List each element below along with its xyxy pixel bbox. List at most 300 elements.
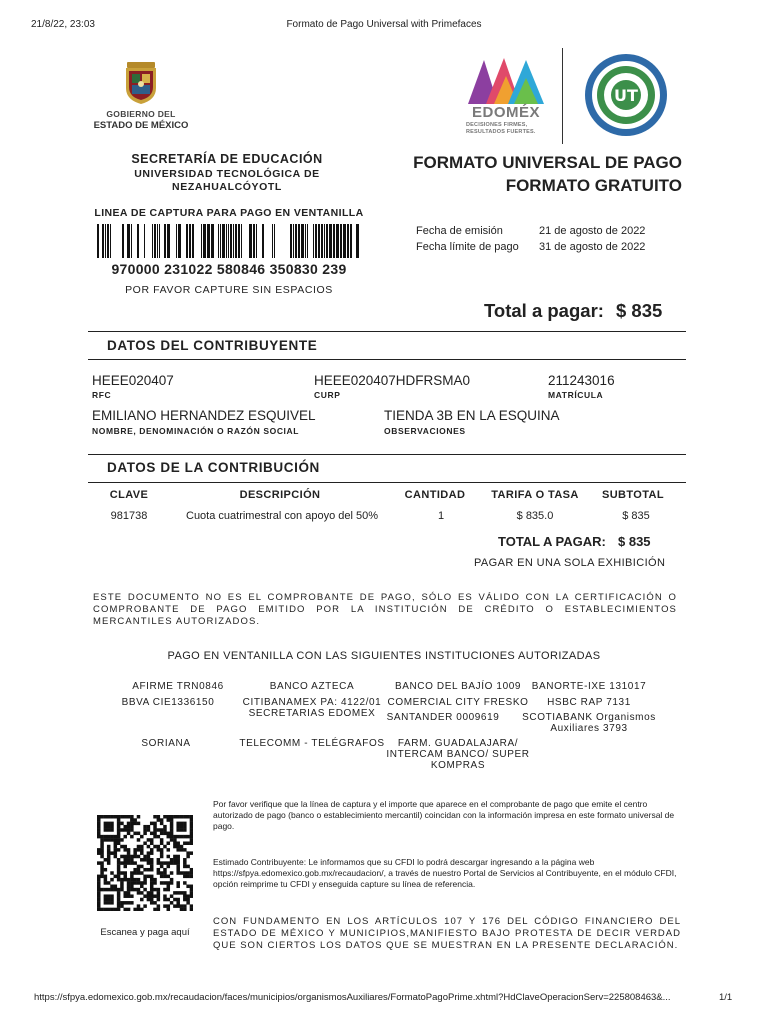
qr-module	[130, 855, 134, 859]
qr-module	[123, 861, 127, 865]
barcode-bar	[201, 224, 202, 258]
qr-module	[110, 885, 114, 889]
barcode-bar	[102, 224, 104, 258]
qr-module	[104, 888, 108, 892]
qr-module	[176, 901, 180, 905]
qr-module	[117, 865, 121, 869]
qr-module	[127, 822, 131, 826]
qr-module	[130, 822, 134, 826]
qr-module	[160, 822, 164, 826]
qr-module	[167, 904, 171, 908]
qr-module	[140, 848, 144, 852]
qr-module	[183, 865, 187, 869]
qr-module	[157, 815, 161, 819]
barcode-bar	[110, 224, 111, 258]
qr-module	[157, 888, 161, 892]
qr-module	[97, 881, 101, 885]
qr-module	[147, 868, 151, 872]
qr-module	[133, 822, 137, 826]
qr-module	[157, 894, 161, 898]
qr-module	[100, 851, 104, 855]
qr-module	[123, 815, 127, 819]
qr-module	[157, 835, 161, 839]
qr-module	[157, 858, 161, 862]
qr-module	[147, 828, 151, 832]
qr-module	[133, 908, 137, 911]
qr-module	[114, 875, 118, 879]
qr-module	[153, 832, 157, 836]
qr-module	[107, 822, 111, 826]
row-cantidad: 1	[437, 510, 445, 522]
qr-module	[97, 861, 101, 865]
barcode-bar	[230, 224, 232, 258]
qr-module	[114, 851, 118, 855]
qr-module	[100, 888, 104, 892]
qr-module	[163, 832, 167, 836]
qr-module	[114, 841, 118, 845]
qr-module	[157, 818, 161, 822]
barcode-bar	[290, 224, 292, 258]
qr-module	[157, 845, 161, 849]
limit-date-value: 31 de agosto de 2022	[539, 241, 646, 253]
qr-module	[137, 891, 141, 895]
qr-module	[180, 908, 184, 911]
qr-module	[150, 832, 154, 836]
qr-module	[173, 898, 177, 902]
qr-module	[137, 871, 141, 875]
col-header-descripcion: DESCRIPCIÓN	[239, 489, 321, 501]
qr-module	[163, 881, 167, 885]
barcode-bar	[144, 224, 145, 258]
qr-module	[180, 822, 184, 826]
qr-module	[153, 901, 157, 905]
qr-module	[104, 828, 108, 832]
qr-module	[114, 838, 118, 842]
qr-module	[173, 838, 177, 842]
barcode-bar	[340, 224, 342, 258]
qr-module	[114, 848, 118, 852]
barcode-bar	[131, 224, 132, 258]
bank-city-fresko: COMERCIAL CITY FRESKO	[387, 697, 529, 708]
barcode-bar	[336, 224, 339, 258]
qr-module	[130, 871, 134, 875]
barcode-bar	[159, 224, 160, 258]
qr-module	[167, 861, 171, 865]
qr-module	[123, 858, 127, 862]
qr-module	[150, 865, 154, 869]
qr-module	[117, 818, 121, 822]
qr-module	[137, 868, 141, 872]
ut-university-seal	[584, 53, 668, 137]
qr-module	[97, 818, 101, 822]
qr-module	[147, 898, 151, 902]
qr-module	[100, 835, 104, 839]
qr-module	[153, 825, 157, 829]
qr-module	[114, 855, 118, 859]
qr-module	[107, 828, 111, 832]
qr-module	[157, 868, 161, 872]
qr-module	[110, 908, 114, 911]
qr-module	[163, 898, 167, 902]
qr-module	[107, 845, 111, 849]
qr-module	[190, 841, 193, 845]
qr-module	[150, 888, 154, 892]
qr-module	[167, 865, 171, 869]
qr-module	[127, 848, 131, 852]
qr-module	[140, 835, 144, 839]
barcode-bar	[226, 224, 227, 258]
qr-module	[170, 832, 174, 836]
note-legal-declaration: CON FUNDAMENTO EN LOS ARTÍCULOS 107 Y 176 DEL CÓDIGO FINANCIERO DEL ESTADO DE MÉXICO Y MUNICIPIOS,MANIFIESTO BAJO PROTESTA DE DECIR VERDAD QUE SON CIERTOS LOS DATOS QUE SE MUESTRAN EN LA PRESENTE DECLARACIÓN.	[213, 916, 681, 951]
qr-module	[190, 815, 193, 819]
qr-module	[117, 832, 121, 836]
qr-module	[167, 832, 171, 836]
barcode-bar	[313, 224, 314, 258]
qr-module	[163, 868, 167, 872]
print-page-title: Formato de Pago Universal with Primefaces	[286, 19, 482, 30]
qr-module	[183, 835, 187, 839]
qr-module	[183, 908, 187, 911]
qr-module	[114, 888, 118, 892]
col-header-clave: CLAVE	[109, 489, 149, 501]
observaciones-label: OBSERVACIONES	[384, 426, 466, 436]
qr-module	[97, 815, 101, 819]
qr-module	[176, 861, 180, 865]
logo-divider	[562, 48, 563, 144]
qr-module	[127, 832, 131, 836]
qr-module	[104, 901, 108, 905]
qr-module	[150, 901, 154, 905]
row-tarifa: $ 835.0	[516, 510, 554, 522]
qr-module	[97, 875, 101, 879]
qr-module	[110, 871, 114, 875]
barcode-bar	[228, 224, 229, 258]
qr-module	[123, 835, 127, 839]
qr-module	[104, 838, 108, 842]
qr-module	[143, 832, 147, 836]
qr-module	[107, 851, 111, 855]
qr-caption: Escanea y paga aquí	[100, 927, 190, 938]
barcode-bar	[256, 224, 257, 258]
qr-module	[100, 871, 104, 875]
row-descripcion: Cuota cuatrimestral con apoyo del 50%	[186, 510, 378, 522]
qr-module	[107, 835, 111, 839]
note-cfdi: Estimado Contribuyente: Le informamos que su CFDI lo podrá descargar ingresando a la página web https://sfpya.edomexico.gob.mx/recaudacion/, a través de nuestro Portal de Servicios al Contribuyente, en el módulo CFDI, opción reimprime tu CFDI y enseguida capture su línea de referencia.	[213, 857, 677, 889]
qr-module	[114, 885, 118, 889]
qr-module	[100, 841, 104, 845]
qr-module	[150, 898, 154, 902]
qr-module	[127, 828, 131, 832]
qr-module	[133, 851, 137, 855]
qr-module	[97, 832, 101, 836]
qr-module	[114, 815, 118, 819]
qr-module	[150, 875, 154, 879]
qr-module	[110, 828, 114, 832]
observaciones-value: TIENDA 3B EN LA ESQUINA	[384, 408, 560, 423]
contribucion-total-value: $ 835	[618, 534, 651, 549]
qr-module	[120, 845, 124, 849]
qr-module	[130, 881, 134, 885]
qr-module	[153, 881, 157, 885]
qr-module	[107, 888, 111, 892]
disclaimer-text: ESTE DOCUMENTO NO ES EL COMPROBANTE DE PAGO, SÓLO ES VÁLIDO CON LA CERTIFICACIÓN O COMPROBANTE DE PAGO EMITIDO POR LA INSTITUCIÓN DE CRÉDITO O ESTABLECIMIENTOS MERCANTILES AUTORIZADOS.	[93, 592, 677, 627]
qr-module	[173, 845, 177, 849]
qr-module	[107, 825, 111, 829]
barcode-bar	[326, 224, 328, 258]
capture-number: 970000 231022 580846 350830 239	[111, 261, 347, 277]
qr-module	[97, 908, 101, 911]
payment-qr-code[interactable]	[97, 815, 193, 911]
qr-module	[117, 908, 121, 911]
exhibicion-note: PAGAR EN UNA SOLA EXHIBICIÓN	[474, 557, 666, 569]
bank-bajio: BANCO DEL BAJÍO 1009	[394, 681, 522, 692]
curp-value: HEEE020407HDFRSMA0	[314, 373, 471, 388]
qr-module	[186, 855, 190, 859]
rfc-value: HEEE020407	[92, 373, 174, 388]
qr-module	[117, 901, 121, 905]
qr-module	[157, 871, 161, 875]
qr-module	[150, 838, 154, 842]
barcode-bar	[301, 224, 304, 258]
qr-module	[104, 822, 108, 826]
qr-module	[137, 822, 141, 826]
qr-module	[176, 815, 180, 819]
emission-date-label: Fecha de emisión	[416, 225, 503, 237]
qr-module	[186, 865, 190, 869]
barcode-bar	[233, 224, 234, 258]
bank-azteca: BANCO AZTECA	[269, 681, 355, 692]
qr-module	[163, 888, 167, 892]
qr-module	[150, 822, 154, 826]
qr-module	[97, 825, 101, 829]
barcode-bar	[347, 224, 349, 258]
qr-module	[117, 868, 121, 872]
barcode-bar	[167, 224, 170, 258]
gov-logo-line1: GOBIERNO DEL	[106, 109, 176, 119]
qr-module	[157, 908, 161, 911]
qr-module	[127, 878, 131, 882]
barcode-bar	[235, 224, 237, 258]
barcode-bar	[238, 224, 240, 258]
qr-module	[157, 904, 161, 908]
qr-module	[160, 832, 164, 836]
qr-module	[150, 878, 154, 882]
barcode-bar	[298, 224, 300, 258]
qr-module	[157, 828, 161, 832]
qr-module	[137, 904, 141, 908]
qr-module	[176, 904, 180, 908]
qr-module	[133, 881, 137, 885]
qr-module	[110, 888, 114, 892]
qr-module	[133, 861, 137, 865]
qr-module	[120, 822, 124, 826]
qr-module	[183, 881, 187, 885]
bank-soriana: SORIANA	[141, 738, 191, 749]
qr-module	[150, 841, 154, 845]
qr-module	[130, 825, 134, 829]
qr-module	[167, 898, 171, 902]
qr-module	[150, 881, 154, 885]
qr-module	[170, 825, 174, 829]
qr-module	[100, 848, 104, 852]
rfc-label: RFC	[92, 390, 112, 400]
qr-module	[143, 868, 147, 872]
barcode-bar	[253, 224, 255, 258]
barcode-bar	[105, 224, 106, 258]
qr-module	[120, 828, 124, 832]
qr-module	[107, 855, 111, 859]
qr-module	[147, 894, 151, 898]
qr-module	[173, 891, 177, 895]
qr-module	[97, 891, 101, 895]
barcode-bar	[152, 224, 153, 258]
capture-note: POR FAVOR CAPTURE SIN ESPACIOS	[125, 284, 333, 296]
qr-module	[167, 835, 171, 839]
qr-module	[127, 858, 131, 862]
qr-module	[183, 891, 187, 895]
qr-module	[153, 822, 157, 826]
qr-module	[160, 855, 164, 859]
qr-module	[190, 894, 193, 898]
qr-module	[100, 861, 104, 865]
qr-module	[127, 851, 131, 855]
qr-module	[133, 878, 137, 882]
qr-module	[150, 868, 154, 872]
qr-module	[137, 815, 141, 819]
bank-bbva: BBVA CIE1336150	[121, 697, 215, 708]
qr-module	[137, 832, 141, 836]
qr-module	[133, 818, 137, 822]
barcode-bar	[318, 224, 320, 258]
qr-module	[130, 894, 134, 898]
qr-module	[117, 888, 121, 892]
qr-module	[176, 871, 180, 875]
qr-module	[104, 875, 108, 879]
qr-module	[143, 825, 147, 829]
qr-module	[143, 881, 147, 885]
qr-module	[123, 878, 127, 882]
qr-module	[180, 825, 184, 829]
qr-module	[110, 825, 114, 829]
qr-module	[170, 822, 174, 826]
qr-module	[173, 835, 177, 839]
qr-module	[190, 875, 193, 879]
qr-module	[97, 898, 101, 902]
qr-module	[183, 825, 187, 829]
barcode-bar	[189, 224, 191, 258]
barcode-bar	[222, 224, 225, 258]
university-line2: NEZAHUALCÓYOTL	[172, 181, 282, 193]
barcode-bar	[343, 224, 346, 258]
qr-module	[167, 888, 171, 892]
qr-module	[107, 908, 111, 911]
qr-module	[143, 888, 147, 892]
qr-module	[130, 875, 134, 879]
qr-module	[123, 845, 127, 849]
qr-module	[117, 838, 121, 842]
total-label: Total a pagar:	[484, 300, 604, 321]
qr-module	[127, 825, 131, 829]
barcode-bar	[356, 224, 359, 258]
qr-module	[153, 908, 157, 911]
qr-module	[160, 865, 164, 869]
qr-module	[117, 871, 121, 875]
row-clave: 981738	[110, 510, 148, 522]
qr-module	[97, 848, 101, 852]
qr-module	[110, 894, 114, 898]
qr-module	[120, 904, 124, 908]
qr-module	[123, 855, 127, 859]
row-subtotal: $ 835	[622, 510, 650, 522]
qr-module	[133, 855, 137, 859]
qr-module	[176, 825, 180, 829]
qr-module	[104, 894, 108, 898]
barcode-bar	[321, 224, 323, 258]
contribuyente-section-title: DATOS DEL CONTRIBUYENTE	[107, 338, 318, 353]
qr-module	[130, 815, 134, 819]
qr-module	[117, 822, 121, 826]
qr-module	[167, 815, 171, 819]
qr-module	[97, 878, 101, 882]
qr-module	[104, 898, 108, 902]
qr-module	[100, 865, 104, 869]
barcode-bar	[137, 224, 139, 258]
barcode-bar	[157, 224, 158, 258]
print-timestamp: 21/8/22, 23:03	[31, 19, 95, 30]
qr-module	[147, 825, 151, 829]
qr-module	[183, 871, 187, 875]
qr-module	[107, 861, 111, 865]
barcode-bar	[274, 224, 275, 258]
qr-module	[117, 898, 121, 902]
qr-module	[100, 815, 104, 819]
qr-module	[163, 815, 167, 819]
qr-module	[130, 835, 134, 839]
qr-module	[167, 885, 171, 889]
qr-module	[183, 904, 187, 908]
qr-module	[170, 858, 174, 862]
edomex-slogan-2: RESULTADOS FUERTES.	[466, 129, 536, 135]
qr-module	[180, 871, 184, 875]
qr-module	[157, 898, 161, 902]
qr-module	[120, 881, 124, 885]
qr-module	[107, 848, 111, 852]
qr-module	[127, 891, 131, 895]
qr-module	[97, 835, 101, 839]
qr-module	[150, 891, 154, 895]
barcode-bar	[178, 224, 181, 258]
qr-module	[97, 904, 101, 908]
qr-module	[190, 908, 193, 911]
qr-module	[163, 894, 167, 898]
qr-module	[150, 848, 154, 852]
qr-module	[153, 888, 157, 892]
qr-module	[186, 875, 190, 879]
bank-santander: SANTANDER 0009619	[386, 712, 500, 723]
qr-module	[107, 838, 111, 842]
qr-module	[130, 888, 134, 892]
barcode-bar	[122, 224, 124, 258]
qr-module	[110, 878, 114, 882]
qr-module	[157, 891, 161, 895]
qr-module	[163, 825, 167, 829]
qr-module	[104, 858, 108, 862]
qr-module	[190, 838, 193, 842]
barcode-bar	[207, 224, 210, 258]
qr-module	[107, 881, 111, 885]
bank-scotiabank: SCOTIABANK Organismos Auxiliares 3793	[522, 712, 656, 734]
qr-module	[120, 885, 124, 889]
